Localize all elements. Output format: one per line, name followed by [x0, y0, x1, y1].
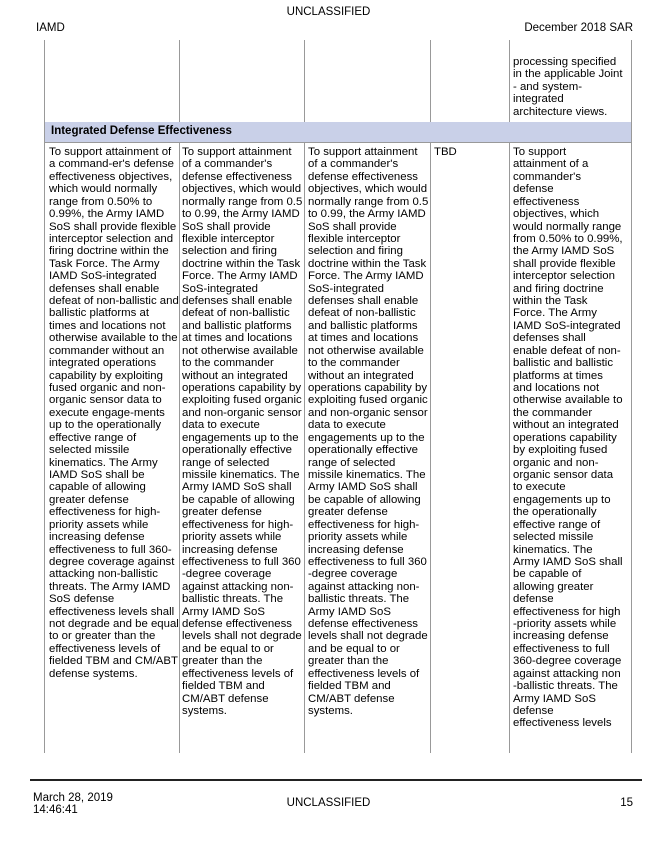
current-value-cell-text: To support attainment of a commander's defense effectiveness objectives, which would normally range from 0.50% to 0.99%, the Army IAMD SoS shall provide flexible interceptor selection and firing doctrine within the Task Force. The Army IAMD SoS-integrated defenses shall enable defeat of non- ballistic and ballistic platforms at times and locations not otherwise available to the commander without an integrated operations capability by exploiting fused organic and non- organic sensor data to execute engagements up to the operationally effective range of selected missile kinematics. The Army IAMD SoS shall be capable of allowing greater defense effectiveness for high -priority assets while increasing defense effectiveness to full 360-degree coverage against attacking non -ballistic threats. The Army IAMD SoS defense effectiveness levels: [513, 146, 623, 730]
footer-divider: [30, 779, 642, 781]
footer-classification: UNCLASSIFIED: [286, 797, 371, 809]
page-number: 15: [620, 797, 633, 809]
header-report-date: December 2018 SAR: [524, 22, 633, 34]
footer-time-text: 14:46:41: [33, 804, 78, 816]
column-divider: [509, 142, 510, 753]
demonstrated-cell-text: TBD: [434, 146, 457, 158]
header-program: IAMD: [36, 22, 65, 34]
column-divider: [509, 40, 510, 122]
column-divider: [430, 142, 431, 753]
table-border-right: [631, 40, 632, 753]
column-divider: [430, 40, 431, 122]
column-divider: [179, 40, 180, 122]
row-divider: [44, 142, 632, 143]
section-title: Integrated Defense Effectiveness: [51, 125, 232, 137]
objective-cell-text: To support attainment of a command-er's defense effectiveness objectives, which would normally range from 0.50% to 0.99%, the Army IAMD SoS shall provide flexible interceptor selection and firing doctrine within the Task Force. The Army IAMD SoS-integrated defenses shall enable defeat of non-ballistic and ballistic platforms at times and locations not otherwise available to the commander without an integrated operations capability by exploiting fused organic and non- organic sensor data to execute engage-ments up to the operationally effective range of selected missile kinematics. The Army IAMD SoS shall be capable of allowing greater defense effectiveness for high- priority assets while increasing defense effectiveness to full 360- degree coverage against attacking non-ballistic threats. The Army IAMD SoS defense effectiveness levels shall not degrade and be equal to or greater than the effectiveness levels of fielded TBM and CM/ABT defense systems.: [49, 146, 179, 680]
column-divider: [304, 40, 305, 122]
current-estimate-cell-text: To support attainment of a commander's defense effectiveness objectives, which would normally range from 0.5 to 0.99, the Army IAMD SoS shall provide flexible interceptor selection and firing doctrine within the Task Force. The Army IAMD SoS-integrated defenses shall enable defeat of non-ballistic and ballistic platforms at times and locations not otherwise available to the commander without an integrated operations capability by exploiting fused organic and non-organic sensor data to execute engagements up to the operationally effective range of selected missile kinematics. The Army IAMD SoS shall be capable of allowing greater defense effectiveness for high- priority assets while increasing defense effectiveness to full 360 -degree coverage against attacking non- ballistic threats. The Army IAMD SoS defense effectiveness levels shall not degrade and be equal to or greater than the effectiveness levels of fielded TBM and CM/ABT defense systems.: [308, 146, 429, 717]
footer-date-text: March 28, 2019: [33, 792, 113, 804]
requirements-table: [44, 40, 632, 753]
header-classification: UNCLASSIFIED: [286, 6, 371, 18]
column-divider: [304, 142, 305, 753]
threshold-cell-text: To support attainment of a commander's defense effectiveness objectives, which would normally range from 0.5 to 0.99, the Army IAMD SoS shall provide flexible interceptor selection and firing doctrine within the Task Force. The Army IAMD SoS-integrated defenses shall enable defeat of non-ballistic and ballistic platforms at times and locations not otherwise available to the commander without an integrated operations capability by exploiting fused organic and non-organic sensor data to execute engagements up to the operationally effective range of selected missile kinematics. The Army IAMD SoS shall be capable of allowing greater defense effectiveness for high- priority assets while increasing defense effectiveness to full 360 -degree coverage against attacking non- ballistic threats. The Army IAMD SoS defense effectiveness levels shall not degrade and be equal to or greater than the effectiveness levels of fielded TBM and CM/ABT defense systems.: [182, 146, 303, 717]
continued-cell-text: processing specified in the applicable Joint - and system- integrated architecture views.: [513, 56, 623, 118]
table-border-left: [44, 40, 45, 753]
column-divider: [179, 142, 180, 753]
section-header-row: [45, 122, 631, 142]
